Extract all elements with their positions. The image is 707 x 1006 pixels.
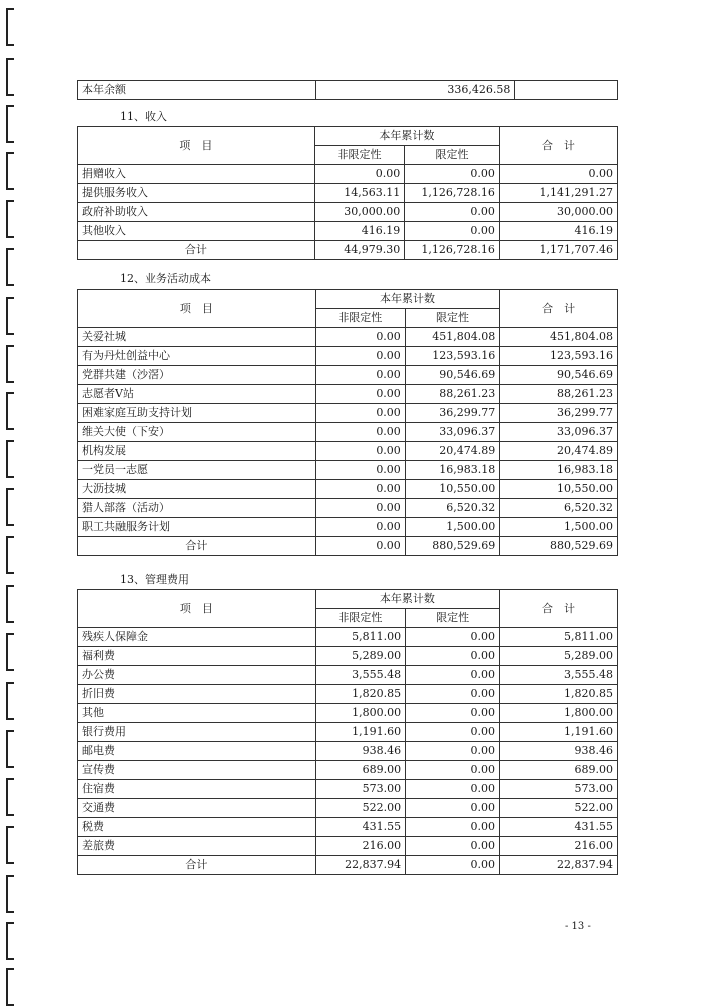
total-row: 合计 44,979.30 1,126,728.16 1,171,707.46 xyxy=(78,241,618,260)
balance-value: 336,426.58 xyxy=(316,81,515,100)
table-row: 困难家庭互助支持计划 0.00 36,299.77 36,299.77 xyxy=(78,404,618,423)
table-row: 办公费 3,555.48 0.00 3,555.48 xyxy=(78,666,618,685)
header-item: 项 目 xyxy=(78,127,315,165)
page-number: - 13 - xyxy=(565,921,591,932)
table-row: 大沥技城 0.00 10,550.00 10,550.00 xyxy=(78,480,618,499)
table-row: 住宿费 573.00 0.00 573.00 xyxy=(78,780,618,799)
table-row: 猎人部落（活动） 0.00 6,520.32 6,520.32 xyxy=(78,499,618,518)
table-row: 差旅费 216.00 0.00 216.00 xyxy=(78,837,618,856)
table-row xyxy=(78,81,618,100)
table-row: 捐赠收入 0.00 0.00 0.00 xyxy=(78,165,618,184)
table-row: 其他收入 416.19 0.00 416.19 xyxy=(78,222,618,241)
table-row: 宣传费 689.00 0.00 689.00 xyxy=(78,761,618,780)
header-cumulative: 本年累计数 xyxy=(315,590,499,609)
table-row: 机构发展 0.00 20,474.89 20,474.89 xyxy=(78,442,618,461)
header-item: 项 目 xyxy=(78,290,316,328)
table-row: 党群共建（沙滘） 0.00 90,546.69 90,546.69 xyxy=(78,366,618,385)
business-cost-table xyxy=(77,289,618,556)
table-row: 银行费用 1,191.60 0.00 1,191.60 xyxy=(78,723,618,742)
table-row: 提供服务收入 14,563.11 1,126,728.16 1,141,291.27 xyxy=(78,184,618,203)
header-cumulative: 本年累计数 xyxy=(315,290,499,309)
table-row: 维关大使（下安） 0.00 33,096.37 33,096.37 xyxy=(78,423,618,442)
table-row: 志愿者V站 0.00 88,261.23 88,261.23 xyxy=(78,385,618,404)
table-row: 残疾人保障金 5,811.00 0.00 5,811.00 xyxy=(78,628,618,647)
header-cumulative: 本年累计数 xyxy=(314,127,499,146)
header-unrestricted: 非限定性 xyxy=(315,309,405,328)
header-total: 合 计 xyxy=(499,127,617,165)
income-table xyxy=(77,126,618,260)
table-row: 税费 431.55 0.00 431.55 xyxy=(78,818,618,837)
table-row: 交通费 522.00 0.00 522.00 xyxy=(78,799,618,818)
table-row: 福利费 5,289.00 0.00 5,289.00 xyxy=(78,647,618,666)
balance-label: 本年余额 xyxy=(78,81,316,100)
table-row: 其他 1,800.00 0.00 1,800.00 xyxy=(78,704,618,723)
header-restricted: 限定性 xyxy=(406,609,500,628)
section-title-admin-expense: 13、管理费用 xyxy=(120,573,189,586)
header-restricted: 限定性 xyxy=(405,146,500,165)
total-row: 合计 0.00 880,529.69 880,529.69 xyxy=(78,537,618,556)
total-row: 合计 22,837.94 0.00 22,837.94 xyxy=(78,856,618,875)
table-row: 关爱社城 0.00 451,804.08 451,804.08 xyxy=(78,328,618,347)
admin-expense-table xyxy=(77,589,618,875)
header-unrestricted: 非限定性 xyxy=(314,146,404,165)
section-title-income: 11、收入 xyxy=(120,110,167,123)
header-total: 合 计 xyxy=(500,290,618,328)
balance-table xyxy=(77,80,618,100)
table-row: 折旧费 1,820.85 0.00 1,820.85 xyxy=(78,685,618,704)
table-row: 职工共融服务计划 0.00 1,500.00 1,500.00 xyxy=(78,518,618,537)
header-item: 项 目 xyxy=(78,590,316,628)
table-row: 有为丹灶创益中心 0.00 123,593.16 123,593.16 xyxy=(78,347,618,366)
header-total: 合 计 xyxy=(500,590,618,628)
header-unrestricted: 非限定性 xyxy=(315,609,405,628)
section-title-business-cost: 12、业务活动成本 xyxy=(120,272,211,285)
binding-marks xyxy=(0,0,20,1000)
table-row: 政府补助收入 30,000.00 0.00 30,000.00 xyxy=(78,203,618,222)
header-restricted: 限定性 xyxy=(405,309,499,328)
table-row: 一党员一志愿 0.00 16,983.18 16,983.18 xyxy=(78,461,618,480)
table-row: 邮电费 938.46 0.00 938.46 xyxy=(78,742,618,761)
